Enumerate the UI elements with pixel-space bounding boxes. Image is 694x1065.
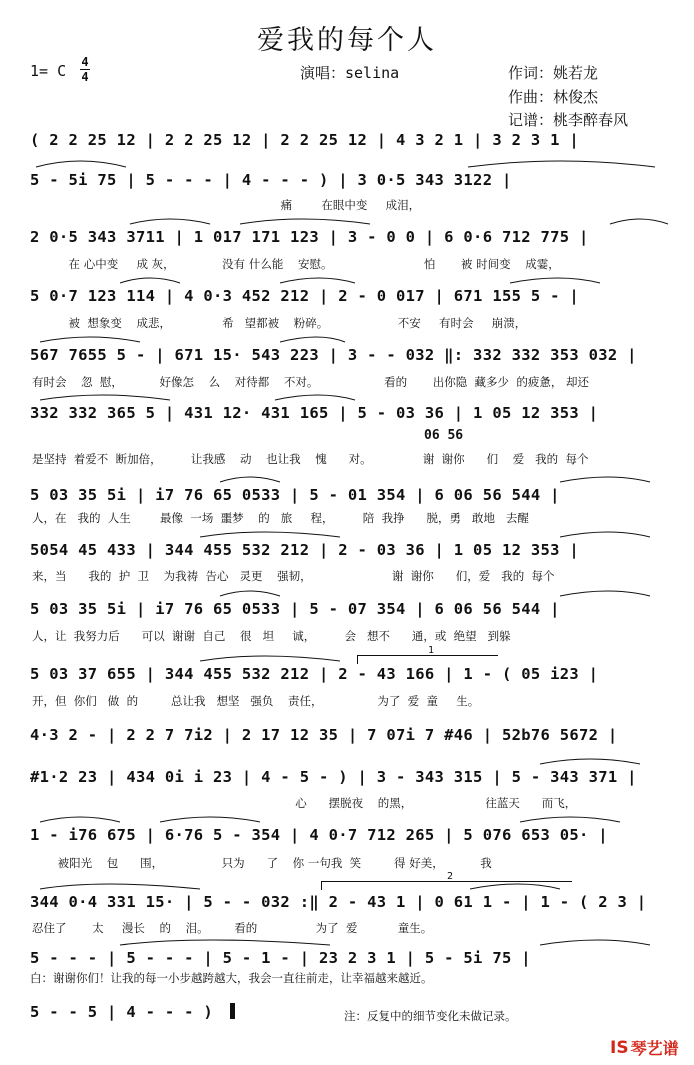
singer-credit: 演唱：selina [300, 64, 400, 82]
volta-bracket-2: 2 [321, 881, 572, 890]
lyric-line: 被阳光 包 围， 只为 了 你 一句我 笑 得 好美， 我 [32, 856, 492, 870]
slur [240, 219, 370, 224]
volta-bracket-1: 1 [357, 655, 498, 664]
slur [280, 337, 345, 342]
lyric-line: 人，在 我的 人生 最像 一场 噩梦 的 旅 程， 陪 我挣 脱，勇 敢地 去醒 [32, 511, 529, 525]
slur [560, 477, 650, 482]
slur [610, 219, 668, 224]
slur [220, 477, 280, 482]
notation-line: 5 - - - | 5 - - - | 5 - 1 - | 23 2 3 1 | 5 - 5i 75 | [30, 949, 531, 967]
song-title: 爱我的每个人 [257, 25, 437, 56]
meter-bottom: 4 [81, 70, 89, 84]
slur [470, 884, 560, 889]
notation-line: 5 03 35 5i | i7 76 65 0533 | 5 - 01 354 | 6 06 56 544 | [30, 486, 560, 504]
harmony-notes: 06 56 [424, 428, 464, 443]
notation-line: 2 0·5 343 3711 | 1 017 171 123 | 3 - 0 0 | 6 0·6 712 775 | [30, 228, 589, 246]
notation-line: 5 - - 5 | 4 - - - ) [30, 1003, 214, 1021]
notation-line: 5 - 5i 75 | 5 - - - | 4 - - - ) | 3 0·5 343 3122 | [30, 171, 512, 189]
key-signature: 1= C [30, 62, 67, 80]
slur [200, 532, 340, 537]
lyric-line: 心 摆脱夜 的黑， 往蓝天 而飞， [32, 796, 577, 810]
lyric-line: 被 想象变 成悲， 希 望都被 粉碎。 不安 有时会 崩溃， [32, 316, 527, 330]
notation-line: 4·3 2 - | 2 2 7 7i2 | 2 17 12 35 | 7 07i 7 #46 | 52b76 5672 | [30, 726, 618, 744]
meter-top: 4 [81, 55, 89, 69]
lyric-line: 来，当 我的 护 卫 为我祷 告心 灵更 强韧， 谢 谢你 们，爱 我的 每个 [32, 569, 555, 583]
lyric-line: 痛 在眼中变 成泪， [32, 198, 421, 212]
transcription-note: 注：反复中的细节变化未做记录。 [344, 1009, 517, 1023]
slur [40, 395, 170, 400]
slur [468, 161, 655, 167]
slur [560, 591, 650, 596]
slur [280, 278, 355, 283]
lyric-line: 在 心中变 成 灰， 没有 什么能 安慰。 怕 被 时间变 成霎， [32, 257, 560, 271]
notation-line: 5054 45 433 | 344 455 532 212 | 2 - 03 36 | 1 05 12 353 | [30, 541, 580, 559]
slur [520, 817, 620, 822]
lyric-line: 忍住了 太 漫长 的 泪。 看的 为了 爱 童生。 [32, 921, 433, 935]
slur [540, 940, 650, 945]
slur [510, 278, 600, 283]
notation-line: 5 03 35 5i | i7 76 65 0533 | 5 - 07 354 | 6 06 56 544 | [30, 600, 560, 618]
lyric-line: 人，让 我努力后 可以 谢谢 自己 很 坦 诚， 会 想不 通，或 绝望 到躲 [32, 629, 511, 643]
slur [120, 940, 330, 945]
slur [275, 395, 355, 400]
slur [130, 219, 210, 224]
slur [40, 884, 200, 889]
notation-line: ( 2 2 25 12 | 2 2 25 12 | 2 2 25 12 | 4 3 2 1 | 3 2 3 1 | [30, 131, 580, 149]
transcriber-credit: 记谱：桃李醉春风 [508, 111, 629, 129]
slur [36, 161, 126, 167]
slur [220, 591, 280, 596]
slur [560, 532, 650, 537]
lyric-line: 开，但 你们 做 的 总让我 想坚 强负 责任， 为了 爱 童 生。 [32, 694, 480, 708]
notation-line: 1 - i76 675 | 6·76 5 - 354 | 4 0·7 712 265 | 5 076 653 05· | [30, 826, 608, 844]
spoken-part: 白：谢谢你们！让我的每一小步越跨越大，我会一直往前走，让幸福越来越近。 [30, 971, 433, 985]
notation-line: 567 7655 5 - | 671 15· 543 223 | 3 - - 032 ‖: 332 332 353 032 | [30, 346, 637, 364]
slur [40, 817, 120, 822]
slur [200, 656, 340, 661]
logo-mark-icon: IS [610, 1037, 629, 1058]
lyric-line: 是坚持 着爱不 断加倍， 让我感 动 也让我 愧 对。 谢 谢你 们 爱 我的 每个 [32, 452, 589, 466]
notation-line: 5 0·7 123 114 | 4 0·3 452 212 | 2 - 0 017 | 671 155 5 - | [30, 287, 580, 305]
lyric-line: 有时会 忽 慰， 好像怎 么 对待都 不对。 看的 出你隐 藏多少 的疲惫， 却还 [32, 375, 590, 389]
logo-text: 琴艺谱 [630, 1039, 679, 1058]
notation-line: 344 0·4 331 15· | 5 - - 032 :‖ 2 - 43 1 | 0 61 1 - | 1 - ( 2 3 | [30, 893, 647, 911]
composer-credit: 作曲：林俊杰 [508, 88, 599, 106]
notation-line: #1·2 23 | 434 0i i 23 | 4 - 5 - ) | 3 - 343 315 | 5 - 343 371 | [30, 768, 637, 786]
slur [540, 759, 640, 764]
slur [120, 278, 180, 283]
lyricist-credit: 作词：姚若龙 [508, 64, 599, 82]
notation-line: 5 03 37 655 | 344 455 532 212 | 2 - 43 166 | 1 - ( 05 i23 | [30, 665, 599, 683]
site-logo [610, 1036, 679, 1059]
slur [160, 817, 260, 822]
notation-line: 332 332 365 5 | 431 12· 431 165 | 5 - 03 36 | 1 05 12 353 | [30, 404, 599, 422]
slur [40, 337, 140, 342]
